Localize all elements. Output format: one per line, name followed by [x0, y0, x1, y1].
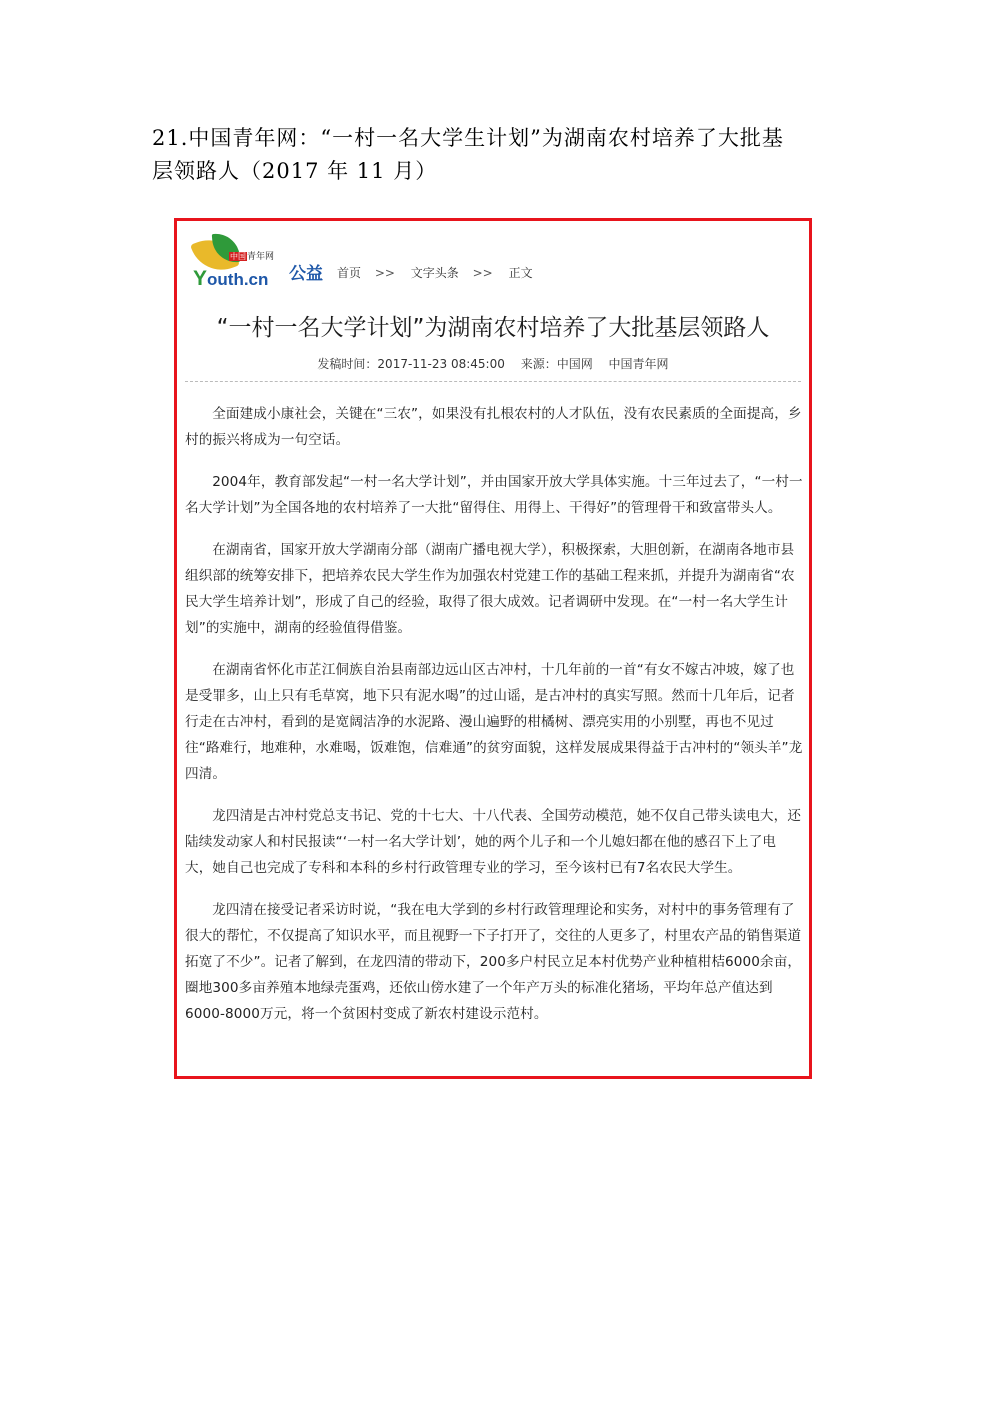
- breadcrumb-home[interactable]: 首页: [337, 266, 362, 280]
- section-name[interactable]: 公益: [289, 264, 323, 284]
- article-title: “一村一名大学计划”为湖南农村培养了大批基层领路人: [216, 315, 770, 341]
- outlet: 中国青年网: [608, 357, 669, 371]
- publish-time: 发稿时间：2017-11-23 08:45:00: [317, 357, 505, 371]
- paragraph: 龙四清是古冲村党总支书记、党的十七大、十八代表、全国劳动模范，她不仅自己带头读电大，还陆续发动家人和村民报读“‘一村一名大学计划’，她的两个儿子和一个儿媳妇都在他的感召下上了电大，她自己也完成了专科和本科的乡村行政管理专业的学习，至今该村已有7名农民大学生。: [185, 808, 802, 876]
- logo-site-name: 青年网: [247, 252, 275, 262]
- meta-divider: [185, 381, 801, 382]
- article-body: [185, 401, 803, 1043]
- paragraph: 在湖南省，国家开放大学湖南分部（湖南广播电视大学），积极探索，大胆创新，在湖南各地市县组织部的统筹安排下，把培养农民大学生作为加强农村党建工作的基础工程来抓，并提升为湖南省“农民大学生培养计划”，形成了自己的经验，取得了很大成效。记者调研中发现。在“一村一名大学生计划”的实施中，湖南的经验值得借鉴。: [185, 542, 795, 636]
- paragraph: 龙四清在接受记者采访时说，“我在电大学到的乡村行政管理理论和实务，对村中的事务管理有了很大的帮忙，不仅提高了知识水平，而且视野一下子打开了，交往的人更多了，村里农产品的销售渠道拓宽了不少”。记者了解到，在龙四清的带动下，200多户村民立足本村优势产业种植柑桔6000余亩，圈地300多亩养殖本地绿壳蛋鸡，还依山傍水建了一个年产万头的标准化猪场，平均年总产值达到6000-8000万元，将一个贫困村变成了新农村建设示范村。: [185, 902, 802, 1022]
- document-heading-line-2: 层领路人（2017 年 11 月）: [152, 159, 438, 183]
- paragraph: 全面建成小康社会，关键在“三农”，如果没有扎根农村的人才队伍，没有农民素质的全面提高，乡村的振兴将成为一句空话。: [185, 406, 802, 448]
- article-meta: [177, 355, 809, 372]
- screenshot-frame: [174, 218, 812, 1079]
- logo-name: [229, 251, 274, 263]
- logo-domain-y: Y: [193, 267, 208, 290]
- site-header: [185, 231, 805, 299]
- breadcrumb-headlines[interactable]: 文字头条: [410, 266, 459, 280]
- paragraph: 2004年，教育部发起“一村一名大学计划”，并由国家开放大学具体实施。十三年过去了，“一村一名大学计划”为全国各地的农村培养了一大批“留得住、用得上、干得好”的管理骨干和致富带头人。: [185, 474, 803, 516]
- youth-cn-logo[interactable]: [185, 231, 283, 297]
- document-heading: [152, 122, 852, 188]
- breadcrumb: [337, 264, 543, 281]
- paragraph: 在湖南省怀化市芷江侗族自治县南部边远山区古冲村，十几年前的一首“有女不嫁古冲坡，嫁了也是受罪多，山上只有毛草窝，地下只有泥水喝”的过山谣，是古冲村的真实写照。然而十几年后，记者行走在古冲村，看到的是宽阔洁净的水泥路、漫山遍野的柑橘树、漂亮实用的小别墅，再也不见过往“路难行，地难种，水难喝，饭难饱，信难通”的贫穷面貌，这样发展成果得益于古冲村的“领头羊”龙四清。: [185, 662, 803, 782]
- logo-domain: [193, 267, 268, 291]
- breadcrumb-current: 正文: [508, 266, 533, 280]
- breadcrumb-separator: >>: [374, 266, 395, 280]
- logo-domain-rest: outh.cn: [207, 270, 269, 289]
- logo-badge: 中国: [230, 252, 246, 261]
- breadcrumb-separator: >>: [472, 266, 493, 280]
- document-heading-line-1: 21.中国青年网：“一村一名大学生计划”为湖南农村培养了大批基: [152, 126, 784, 150]
- source: 来源：中国网: [520, 357, 593, 371]
